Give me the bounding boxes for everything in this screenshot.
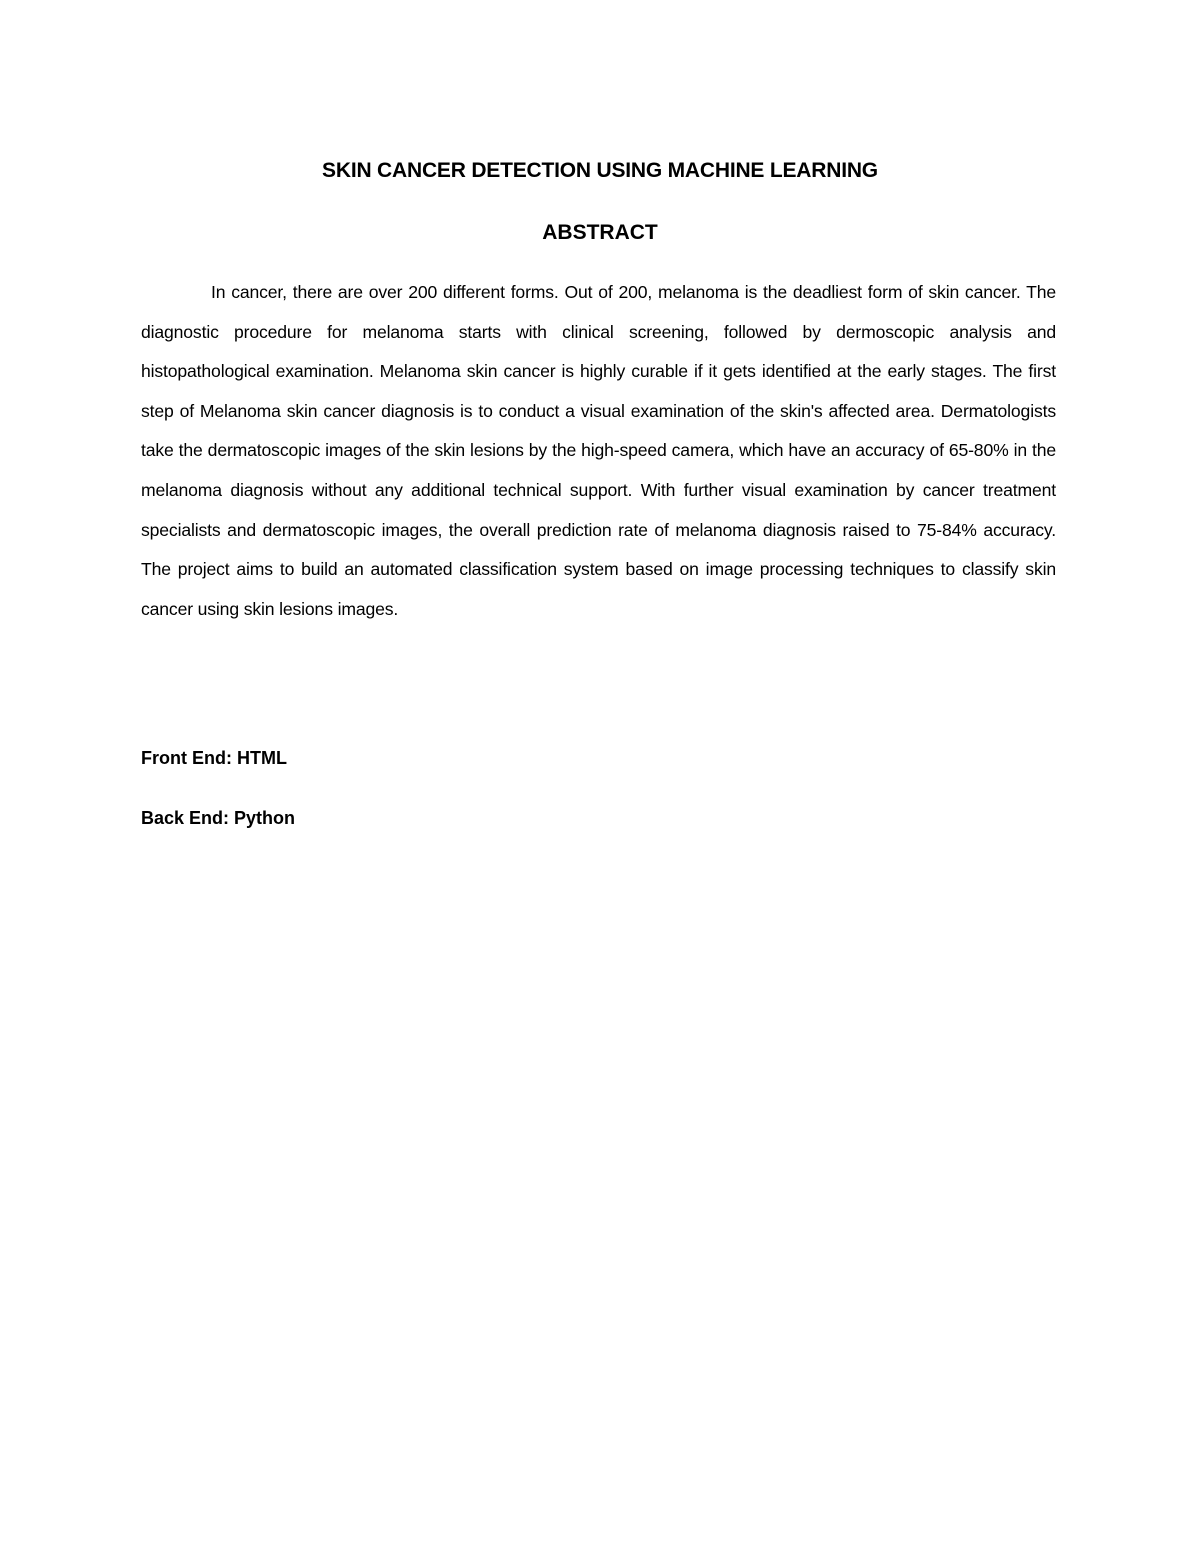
document-title: SKIN CANCER DETECTION USING MACHINE LEARNING (322, 159, 878, 182)
front-end-label: Front End: HTML (141, 748, 287, 768)
abstract-heading: ABSTRACT (542, 221, 658, 244)
back-end-label: Back End: Python (141, 808, 296, 828)
abstract-paragraph: In cancer, there are over 200 different forms. Out of 200, melanoma is the deadliest form of skin cancer. The diagnostic procedure for melanoma starts with clinical screening, followed by dermoscopic analysis and histopathological examination. Melanoma skin cancer is highly curable if it gets identified at the early stages. The first step of Melanoma skin cancer diagnosis is to conduct a visual examination of the skin's affected area. Dermatologists take the dermatoscopic images of the skin lesions by the high-speed camera, which have an accuracy of 65-80% in the melanoma diagnosis without any additional technical support. With further visual examination by cancer treatment specialists and dermatoscopic images, the overall prediction rate of melanoma diagnosis raised to 75-84% accuracy. The project aims to build an automated classification system based on image processing techniques to classify skin cancer using skin lesions images. (141, 282, 1056, 619)
